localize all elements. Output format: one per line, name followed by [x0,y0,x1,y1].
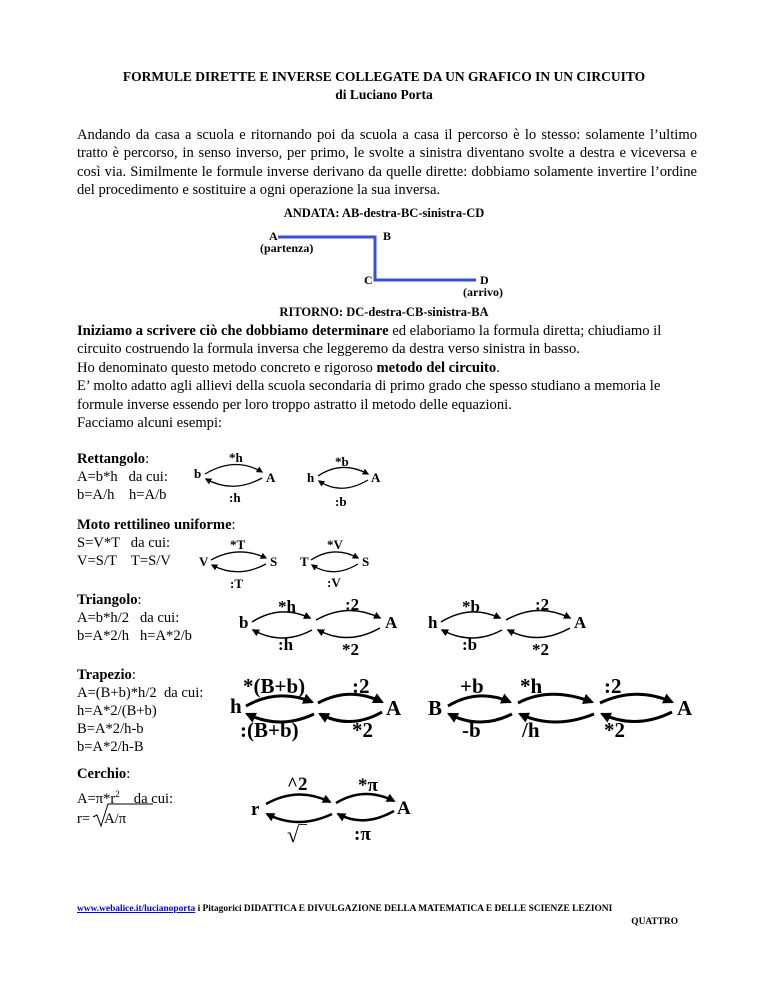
op-forward: *h [229,450,243,465]
circuit-rettangolo-1 [194,450,276,505]
node-to: A [574,613,587,632]
node-from: h [307,470,315,485]
circuit-trapezio-1 [230,674,402,742]
arrow-forward-2 [318,694,382,703]
partenza-label: (partenza) [260,241,314,255]
op-inverse: :h [229,490,241,505]
cerchio-dacui: da cui: [133,790,174,807]
node-to: A [266,470,276,485]
op-forward: *V [327,537,343,552]
arrow-forward [211,552,266,560]
trapezio-inverse-h: h=A*2/(B+b) [77,703,157,719]
footer-link[interactable]: www.webalice.it/lucianoporta [77,904,196,914]
triangolo-inverse: b=A*2/h h=A*2/b [77,628,192,644]
circuit-triangolo-1 [239,595,398,659]
trapezio-title: Trapezio [77,667,132,683]
method-name: metodo del circuito [376,359,497,376]
line2-post: . [496,359,500,376]
arrow-forward-1 [266,794,330,804]
op-forward-3: :2 [604,674,622,698]
moto-colon: : [231,517,236,533]
op-forward-2: :2 [535,595,550,614]
page-title: FORMULE DIRETTE E INVERSE COLLEGATE DA UN GRAFICO IN UN CIRCUITO [122,69,646,84]
triangolo-formula: A=b*h/2 da cui: [77,610,180,626]
cerchio-inverse-lhs: r= [77,810,91,827]
trapezio-inverse-b-minor: b=A*2/h-B [77,739,144,755]
arrivo-label: (arrivo) [463,285,503,299]
intro-paragraph: Andando da casa a scuola e ritornando poi da scuola a casa il percorso è lo stesso: solamente l’ultimo tratto è percorso, in senso inverso, per primo, le svolte a sinistra diventano svolte a destra e viceversa e così via. Similmente le formule inverse derivano da quelle dirette: dobbiamo solamente invertire l’ordine del procedimento e sostituire a ogni operazione la sua inversa. [77,127,697,199]
op-forward-1: *b [462,597,480,616]
op-inverse-1: :b [462,635,478,654]
footer [77,903,678,929]
triangolo-title: Triangolo [77,592,138,608]
triangolo-colon: : [137,592,142,608]
point-a-label: A [269,229,278,243]
op-inverse: :b [335,494,347,509]
cerchio-title: Cerchio [77,766,127,782]
node-from: B [428,696,443,720]
op-inverse-1: -b [462,718,481,742]
op-forward-2: :2 [345,595,360,614]
rettangolo-colon: : [145,451,150,467]
circuit-triangolo-2 [428,595,587,659]
moto-formula: S=V*T da cui: [77,535,171,551]
lead-bold: Iniziamo a scrivere ciò che dobbiamo determinare [77,323,389,339]
op-inverse-1: √‾ [287,822,307,847]
arrow-back [212,564,266,572]
op-forward-2: *π [358,775,378,796]
node-to: A [677,696,693,720]
op-inverse-2: *2 [352,718,373,742]
arrow-forward [205,464,262,474]
arrow-back [206,478,262,486]
op-inverse-2: *2 [532,640,549,659]
arrow-forward [311,552,358,560]
op-forward-1: ^2 [287,774,308,795]
op-forward-2: :2 [352,674,370,698]
circuit-trapezio-2 [428,674,693,742]
op-forward: *b [335,454,349,469]
point-d-label: D [480,273,489,287]
examples-intro: Facciamo alcuni esempi: [77,415,223,432]
line2-pre: Ho denominato questo metodo concreto e rigoroso [77,359,377,376]
node-from: V [199,554,209,569]
op-inverse-1: :h [278,635,294,654]
arrow-back-2 [318,628,380,638]
andata-label: ANDATA: AB-destra-BC-sinistra-CD [283,206,485,220]
node-to: A [397,798,411,819]
moto-inverse: V=S/T T=S/V [77,553,171,569]
circuit-rettangolo-2 [307,454,381,509]
arrow-back-2 [338,811,394,820]
circuit-moto-1 [199,537,277,591]
op-inverse-2: :π [354,824,371,845]
cerchio-inverse-rhs: A/π [104,810,127,827]
op-forward-1: *(B+b) [243,674,306,698]
op-inverse: :V [327,575,341,590]
cerchio-exponent: 2 [115,789,120,799]
node-from: r [251,799,260,820]
op-inverse-2: /h [522,718,540,742]
node-from: T [300,554,309,569]
node-from: b [239,613,249,632]
arrow-back-2 [508,628,570,638]
op-inverse-2: *2 [342,640,359,659]
trapezio-colon: : [131,667,136,683]
arrow-back-1 [267,814,332,822]
node-from: h [428,613,438,632]
author-line: di Luciano Porta [335,87,433,102]
node-from: b [194,466,202,481]
op-forward-1: *h [278,597,296,616]
rettangolo-formula: A=b*h da cui: [77,469,168,485]
lead-rest: ed elaboriamo la formula diretta; chiudiamo il circuito costruendo la formula inversa che leggeremo da destra verso sinistra in basso. [77,323,662,358]
op-inverse-1: :(B+b) [240,718,299,742]
cerchio-colon: : [126,766,131,782]
point-b-label: B [383,229,392,243]
arrow-back [319,480,368,488]
cerchio-formula: A=π*r [77,790,116,807]
op-inverse: :T [230,576,243,591]
op-forward-2: *h [520,674,543,698]
node-to: A [385,613,398,632]
moto-title: Moto rettilineo uniforme [77,517,232,533]
node-to: A [386,696,402,720]
node-to: S [270,554,278,569]
circuit-moto-2 [300,537,369,590]
arrow-back [312,564,358,572]
node-from: h [230,694,242,718]
footer-line2: QUATTRO [631,917,678,927]
op-inverse-3: *2 [604,718,625,742]
point-c-label: C [364,273,373,287]
trapezio-inverse-b-major: B=A*2/h-b [77,721,144,737]
rettangolo-inverse: b=A/h h=A/b [77,487,167,503]
rettangolo-title: Rettangolo [77,451,146,467]
node-to: A [371,470,381,485]
trapezio-formula: A=(B+b)*h/2 da cui: [77,685,204,701]
ritorno-label: RITORNO: DC-destra-CB-sinistra-BA [279,305,489,319]
circuit-cerchio [251,774,411,847]
footer-text: i Pitagorici DIDATTICA E DIVULGAZIONE DELLA MATEMATICA E DELLE SCIENZE LEZIONI [195,904,613,914]
op-forward-1: +b [460,674,484,698]
node-to: S [362,554,370,569]
op-forward: *T [230,537,246,552]
method-note: E’ molto adatto agli allievi della scuola secondaria di primo grado che spesso studiano a memoria le formule inverse essendo per loro troppo astratto il metodo delle equazioni. [77,378,661,413]
